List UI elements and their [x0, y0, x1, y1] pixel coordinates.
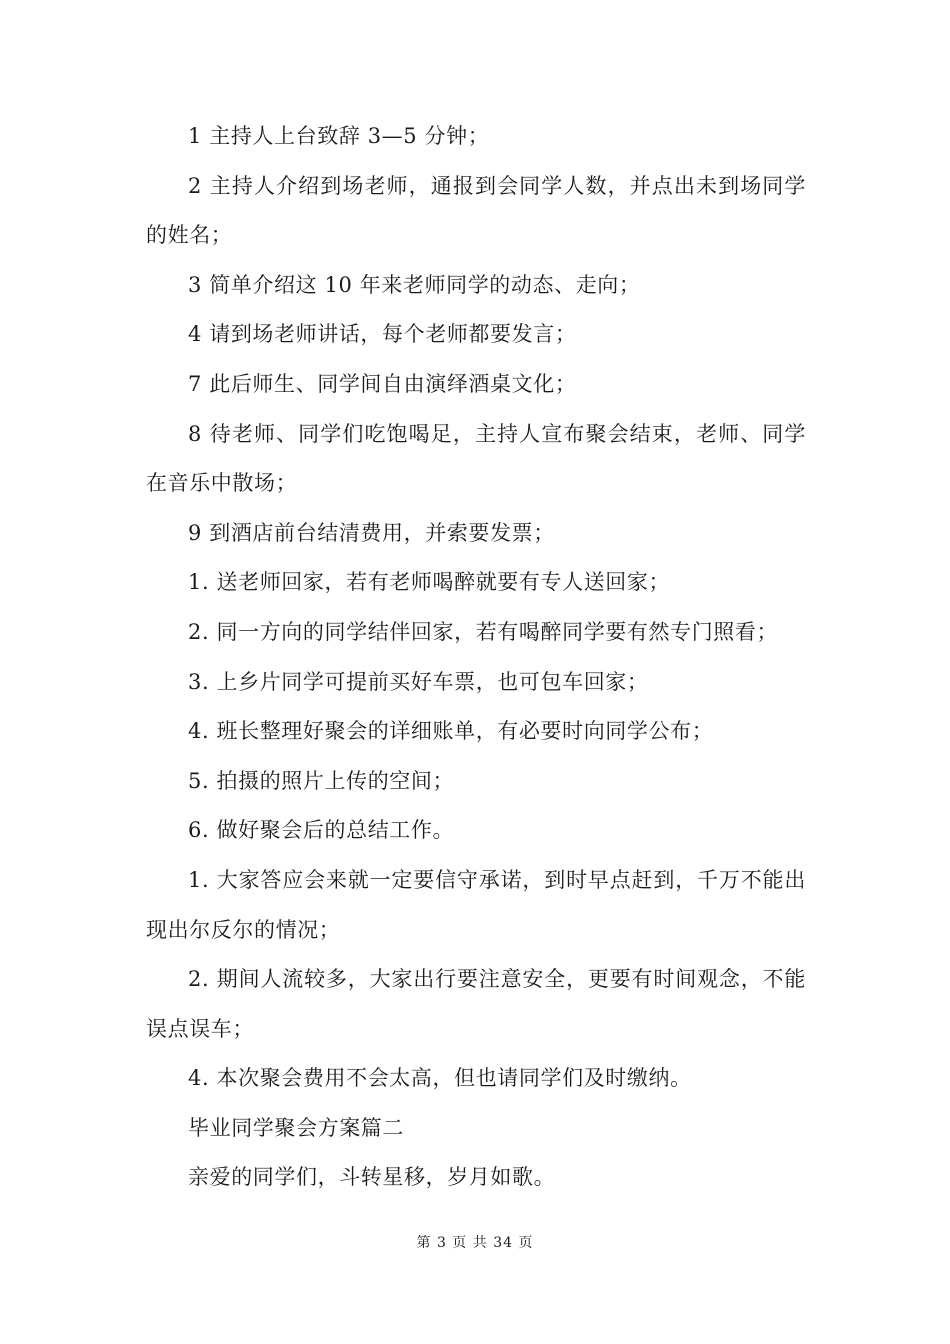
- paragraph: 4. 本次聚会费用不会太高，但也请同学们及时缴纳。: [188, 1066, 692, 1091]
- section-heading: 毕业同学聚会方案篇二: [188, 1115, 404, 1140]
- paragraph: 2 主持人介绍到场老师，通报到会同学人数，并点出未到场同学的姓名；: [146, 173, 806, 248]
- paragraph: 7 此后师生、同学间自由演绎酒桌文化；: [188, 371, 577, 396]
- paragraph: 5. 拍摄的照片上传的空间；: [188, 768, 455, 793]
- paragraph: 3. 上乡片同学可提前买好车票，也可包车回家；: [188, 669, 649, 694]
- paragraph: 9 到酒店前台结清费用，并索要发票；: [188, 520, 555, 545]
- paragraph: 8 待老师、同学们吃饱喝足，主持人宣布聚会结束，老师、同学在音乐中散场；: [146, 421, 806, 496]
- paragraph: 3 简单介绍这 10 年来老师同学的动态、走向；: [188, 272, 641, 297]
- document-body: [146, 112, 806, 1203]
- paragraph: 4. 班长整理好聚会的详细账单，有必要时向同学公布；: [188, 719, 714, 744]
- paragraph: 2. 期间人流较多，大家出行要注意安全，更要有时间观念，不能误点误车；: [146, 967, 806, 1041]
- paragraph: 2. 同一方向的同学结伴回家，若有喝醉同学要有然专门照看；: [188, 619, 779, 644]
- paragraph: 1 主持人上台致辞 3—5 分钟；: [188, 124, 490, 148]
- paragraph: 6. 做好聚会后的总结工作。: [188, 818, 455, 843]
- page-number-footer: 第 3 页 共 34 页: [416, 1235, 534, 1251]
- paragraph: 4 请到场老师讲话，每个老师都要发言；: [188, 322, 577, 347]
- paragraph: 亲爱的同学们，斗转星移，岁月如歌。: [188, 1165, 556, 1190]
- paragraph: 1. 大家答应会来就一定要信守承诺，到时早点赶到，千万不能出现出尔反尔的情况；: [146, 867, 806, 942]
- paragraph: 1. 送老师回家，若有老师喝醉就要有专人送回家；: [188, 570, 671, 595]
